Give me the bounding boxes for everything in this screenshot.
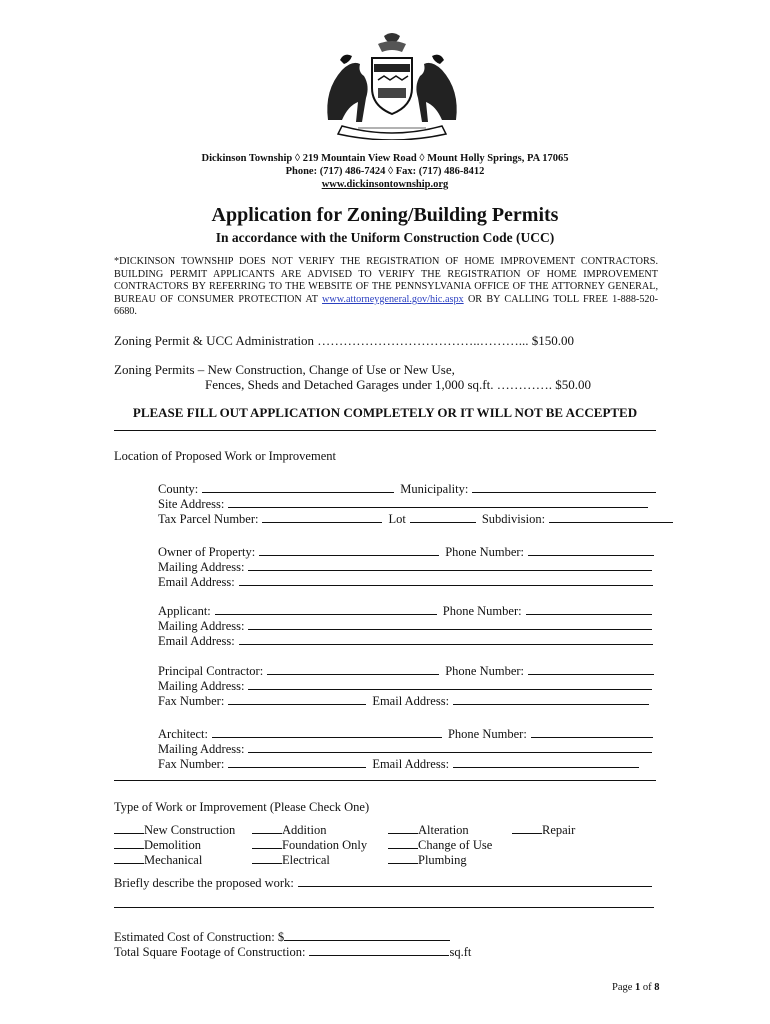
divider bbox=[114, 430, 656, 431]
checkbox-line[interactable] bbox=[512, 822, 542, 834]
owner-phone-label: Phone Number: bbox=[445, 545, 525, 559]
township-address: Dickinson Township ◊ 219 Mountain View Road ◊ Mount Holly Springs, PA 17065 bbox=[201, 153, 569, 164]
architect-phone-label: Phone Number: bbox=[447, 727, 527, 741]
owner-mailing-field[interactable] bbox=[248, 559, 652, 571]
fee-ucc-admin: Zoning Permit & UCC Administration ………………………………..………... $150.00 bbox=[114, 333, 575, 348]
cost-field[interactable] bbox=[284, 929, 450, 941]
contractor-fax-field[interactable] bbox=[228, 693, 366, 705]
architect-email-field[interactable] bbox=[453, 756, 639, 768]
fee-zoning-detail: Fences, Sheds and Detached Garages under 1,000 sq.ft. …………. $50.00 bbox=[205, 377, 591, 392]
work-option-electrical[interactable]: Electrical bbox=[252, 852, 330, 867]
checkbox-line[interactable] bbox=[114, 822, 144, 834]
checkbox-line[interactable] bbox=[114, 837, 144, 849]
architect-phone-field[interactable] bbox=[531, 726, 653, 738]
municipality-field[interactable] bbox=[472, 481, 656, 493]
checkbox-line[interactable] bbox=[388, 822, 418, 834]
county-label: County: bbox=[158, 482, 199, 496]
applicant-label: Applicant: bbox=[158, 604, 211, 618]
applicant-field[interactable] bbox=[215, 603, 437, 615]
architect-mailing-field[interactable] bbox=[248, 741, 652, 753]
checkbox-line[interactable] bbox=[114, 852, 144, 864]
owner-email-field[interactable] bbox=[239, 574, 653, 586]
applicant-mailing-label: Mailing Address: bbox=[158, 619, 245, 633]
describe-field[interactable] bbox=[298, 875, 652, 887]
site-address-field[interactable] bbox=[228, 496, 648, 508]
owner-mailing-label: Mailing Address: bbox=[158, 560, 245, 574]
checkbox-line[interactable] bbox=[252, 852, 282, 864]
architect-mailing-label: Mailing Address: bbox=[158, 742, 245, 756]
work-option-repair[interactable]: Repair bbox=[512, 822, 575, 837]
cost-label: Estimated Cost of Construction: $ bbox=[114, 930, 285, 944]
footage-label: Total Square Footage of Construction: bbox=[114, 945, 306, 959]
work-option-plumbing[interactable]: Plumbing bbox=[388, 852, 467, 867]
checkbox-line[interactable] bbox=[252, 837, 282, 849]
contractor-label: Principal Contractor: bbox=[158, 664, 264, 678]
pennsylvania-seal-icon bbox=[318, 30, 466, 140]
page-subtitle: In accordance with the Uniform Construction Code (UCC) bbox=[215, 230, 555, 245]
contractor-notice: *DICKINSON TOWNSHIP DOES NOT VERIFY THE REGISTRATION OF HOME IMPROVEMENT CONTRACTORS. BUILDING PERMIT APPLICANTS ARE ADVISED TO VERIFY THE REGISTRATION OF HOME IMPROVEMENT CONTRACTORS BY REFERRING TO THE WEBSITE OF THE PENNSYLVANIA OFFICE OF THE ATTORNEY GENERAL, BUREAU OF CONSUMER PROTECTION AT www.attorneygeneral.gov/hic.aspx OR BY CALLING TOLL FREE 1-888-520-6680. bbox=[114, 256, 658, 318]
owner-phone-field[interactable] bbox=[528, 544, 654, 556]
applicant-email-field[interactable] bbox=[239, 633, 653, 645]
architect-label: Architect: bbox=[158, 727, 208, 741]
footage-unit: sq.ft bbox=[449, 945, 472, 959]
owner-label: Owner of Property: bbox=[158, 545, 256, 559]
applicant-email-label: Email Address: bbox=[158, 634, 235, 648]
applicant-phone-label: Phone Number: bbox=[442, 604, 522, 618]
architect-fax-field[interactable] bbox=[228, 756, 366, 768]
owner-email-label: Email Address: bbox=[158, 575, 235, 589]
lot-label: Lot bbox=[388, 512, 406, 526]
page-title: Application for Zoning/Building Permits bbox=[211, 204, 559, 226]
work-option-change-of-use[interactable]: Change of Use bbox=[388, 837, 492, 852]
contractor-field[interactable] bbox=[267, 663, 439, 675]
describe-field-line-2[interactable] bbox=[114, 907, 654, 908]
architect-email-label: Email Address: bbox=[372, 757, 450, 771]
contractor-email-label: Email Address: bbox=[372, 694, 450, 708]
checkbox-line[interactable] bbox=[388, 837, 418, 849]
applicant-phone-field[interactable] bbox=[526, 603, 652, 615]
contractor-phone-field[interactable] bbox=[528, 663, 654, 675]
lot-field[interactable] bbox=[410, 511, 476, 523]
contractor-mailing-label: Mailing Address: bbox=[158, 679, 245, 693]
divider bbox=[114, 780, 656, 781]
work-option-mechanical[interactable]: Mechanical bbox=[114, 852, 202, 867]
location-heading: Location of Proposed Work or Improvement bbox=[114, 449, 336, 463]
checkbox-line[interactable] bbox=[388, 852, 418, 864]
applicant-mailing-field[interactable] bbox=[248, 618, 652, 630]
work-option-addition[interactable]: Addition bbox=[252, 822, 326, 837]
page-number: Page 1 of 8 bbox=[612, 982, 660, 993]
describe-label: Briefly describe the proposed work: bbox=[114, 876, 294, 890]
subdivision-label: Subdivision: bbox=[481, 512, 546, 526]
attorney-general-link[interactable]: www.attorneygeneral.gov/hic.aspx bbox=[322, 293, 464, 305]
work-option-new-construction[interactable]: New Construction bbox=[114, 822, 235, 837]
contractor-email-field[interactable] bbox=[453, 693, 649, 705]
contractor-mailing-field[interactable] bbox=[248, 678, 652, 690]
tax-parcel-field[interactable] bbox=[262, 511, 382, 523]
work-option-demolition[interactable]: Demolition bbox=[114, 837, 201, 852]
site-address-label: Site Address: bbox=[158, 497, 225, 511]
tax-parcel-label: Tax Parcel Number: bbox=[158, 512, 259, 526]
township-website-link[interactable]: www.dickinsontownship.org bbox=[321, 179, 449, 190]
contractor-fax-label: Fax Number: bbox=[158, 694, 225, 708]
contractor-phone-label: Phone Number: bbox=[445, 664, 524, 678]
county-field[interactable] bbox=[202, 481, 394, 493]
architect-fax-label: Fax Number: bbox=[158, 757, 225, 771]
owner-field[interactable] bbox=[259, 544, 439, 556]
footage-field[interactable] bbox=[309, 944, 449, 956]
work-option-alteration[interactable]: Alteration bbox=[388, 822, 469, 837]
completion-instruction: PLEASE FILL OUT APPLICATION COMPLETELY OR IT WILL NOT BE ACCEPTED bbox=[132, 405, 638, 420]
work-type-heading: Type of Work or Improvement (Please Check One) bbox=[114, 800, 370, 814]
work-option-foundation-only[interactable]: Foundation Only bbox=[252, 837, 367, 852]
subdivision-field[interactable] bbox=[549, 511, 673, 523]
township-phone: Phone: (717) 486-7424 ◊ Fax: (717) 486-8412 bbox=[285, 166, 485, 177]
fee-zoning-heading: Zoning Permits – New Construction, Change of Use or New Use, bbox=[114, 362, 455, 377]
checkbox-line[interactable] bbox=[252, 822, 282, 834]
architect-field[interactable] bbox=[212, 726, 442, 738]
municipality-label: Municipality: bbox=[400, 482, 469, 496]
